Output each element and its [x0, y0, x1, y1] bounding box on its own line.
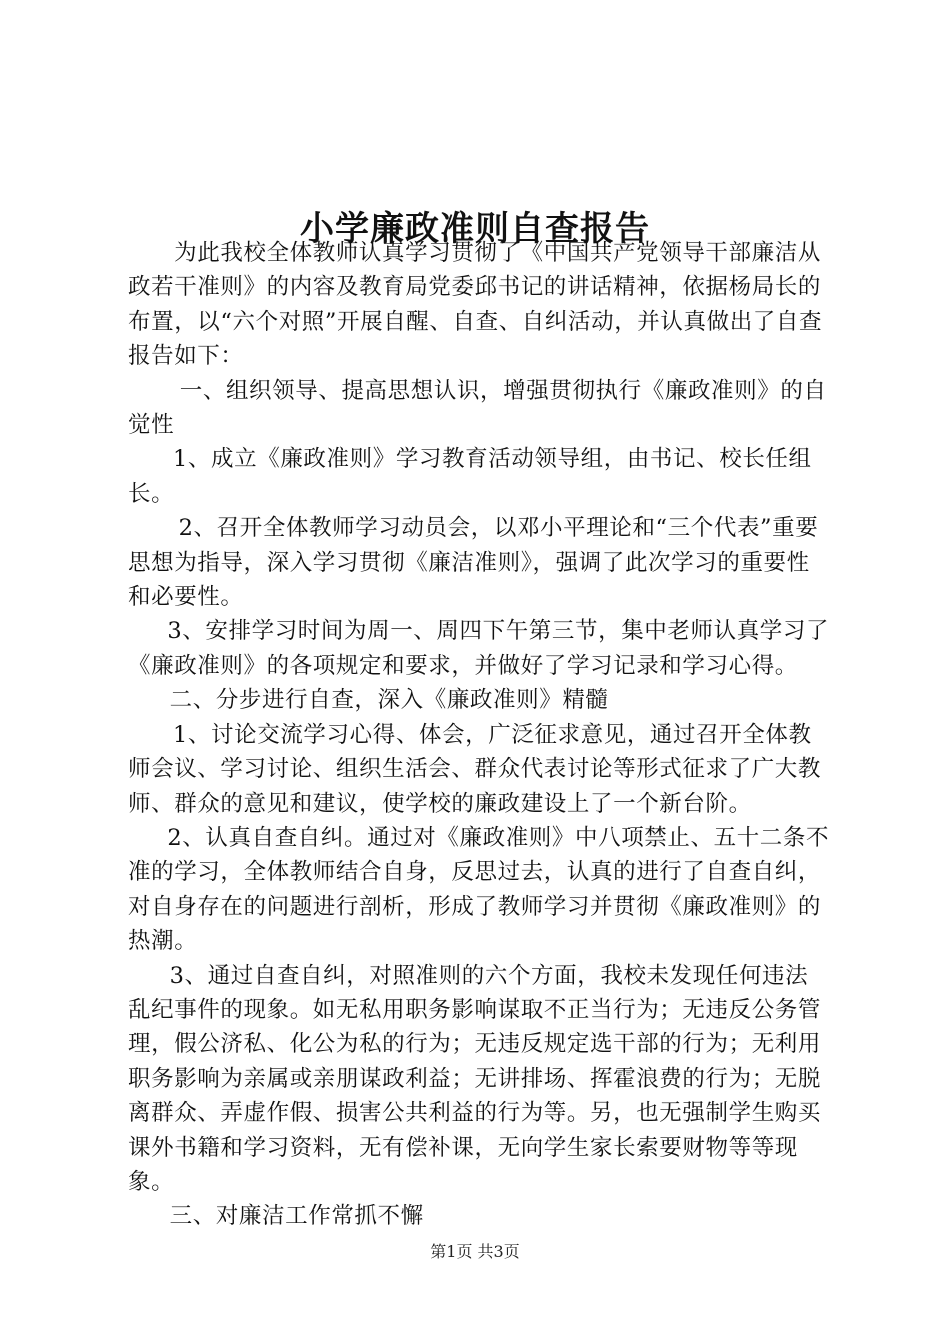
document-body — [128, 236, 830, 1234]
heading-section-1: 一、组织领导、提高思想认识，增强贯彻执行《廉政准则》的自觉性 — [128, 377, 827, 439]
paragraph-item-1-3: 3、安排学习时间为周一、周四下午第三节，集中老师认真学习了《廉政准则》的各项规定和要求，并做好了学习记录和学习心得。 — [128, 618, 830, 679]
page-footer: 第1页 共3页 — [430, 1242, 520, 1261]
paragraph-item-1-1: 1、成立《廉政准则》学习教育活动领导组，由书记、校长任组长。 — [128, 446, 812, 507]
paragraph-intro: 为此我校全体教师认真学习贯彻了《中国共产党领导干部廉洁从政若干准则》的内容及教育局党委邱书记的讲话精神，依据杨局长的布置，以“六个对照”开展自醒、自查、自纠活动，并认真做出了自查报告如下： — [128, 240, 823, 370]
paragraph-item-2-3: 3、通过自查自纠，对照准则的六个方面，我校未发现任何违法乱纪事件的现象。如无私用职务影响谋取不正当行为；无违反公务管理，假公济私、化公为私的行为；无违反规定选干部的行为；无利用职务影响为亲属或亲朋谋政利益；无讲排场、挥霍浪费的行为；无脱离群众、弄虚作假、损害公共利益的行为等。另，也无强制学生购买课外书籍和学习资料，无有偿补课，无向学生家长索要财物等等现象。 — [128, 962, 822, 1195]
document-title: 小学廉政准则自查报告 — [300, 208, 650, 249]
heading-section-3: 三、对廉洁工作常抓不懈 — [169, 1203, 424, 1230]
heading-section-2: 二、分步进行自查，深入《廉政准则》精髓 — [169, 687, 609, 714]
paragraph-item-1-2: 2、召开全体教师学习动员会，以邓小平理论和“三个代表”重要思想为指导，深入学习贯彻《廉洁准则》，强调了此次学习的重要性和必要性。 — [128, 515, 819, 611]
paragraph-item-2-1: 1、讨论交流学习心得、体会，广泛征求意见，通过召开全体教师会议、学习讨论、组织生活会、群众代表讨论等形式征求了广大教师、群众的意见和建议，使学校的廉政建设上了一个新台阶。 — [128, 721, 822, 817]
paragraph-item-2-2: 2、认真自查自纠。通过对《廉政准则》中八项禁止、五十二条不准的学习，全体教师结合自身，反思过去，认真的进行了自查自纠，对自身存在的问题进行剖析，形成了教师学习并贯彻《廉政准则》的热潮。 — [128, 824, 830, 955]
